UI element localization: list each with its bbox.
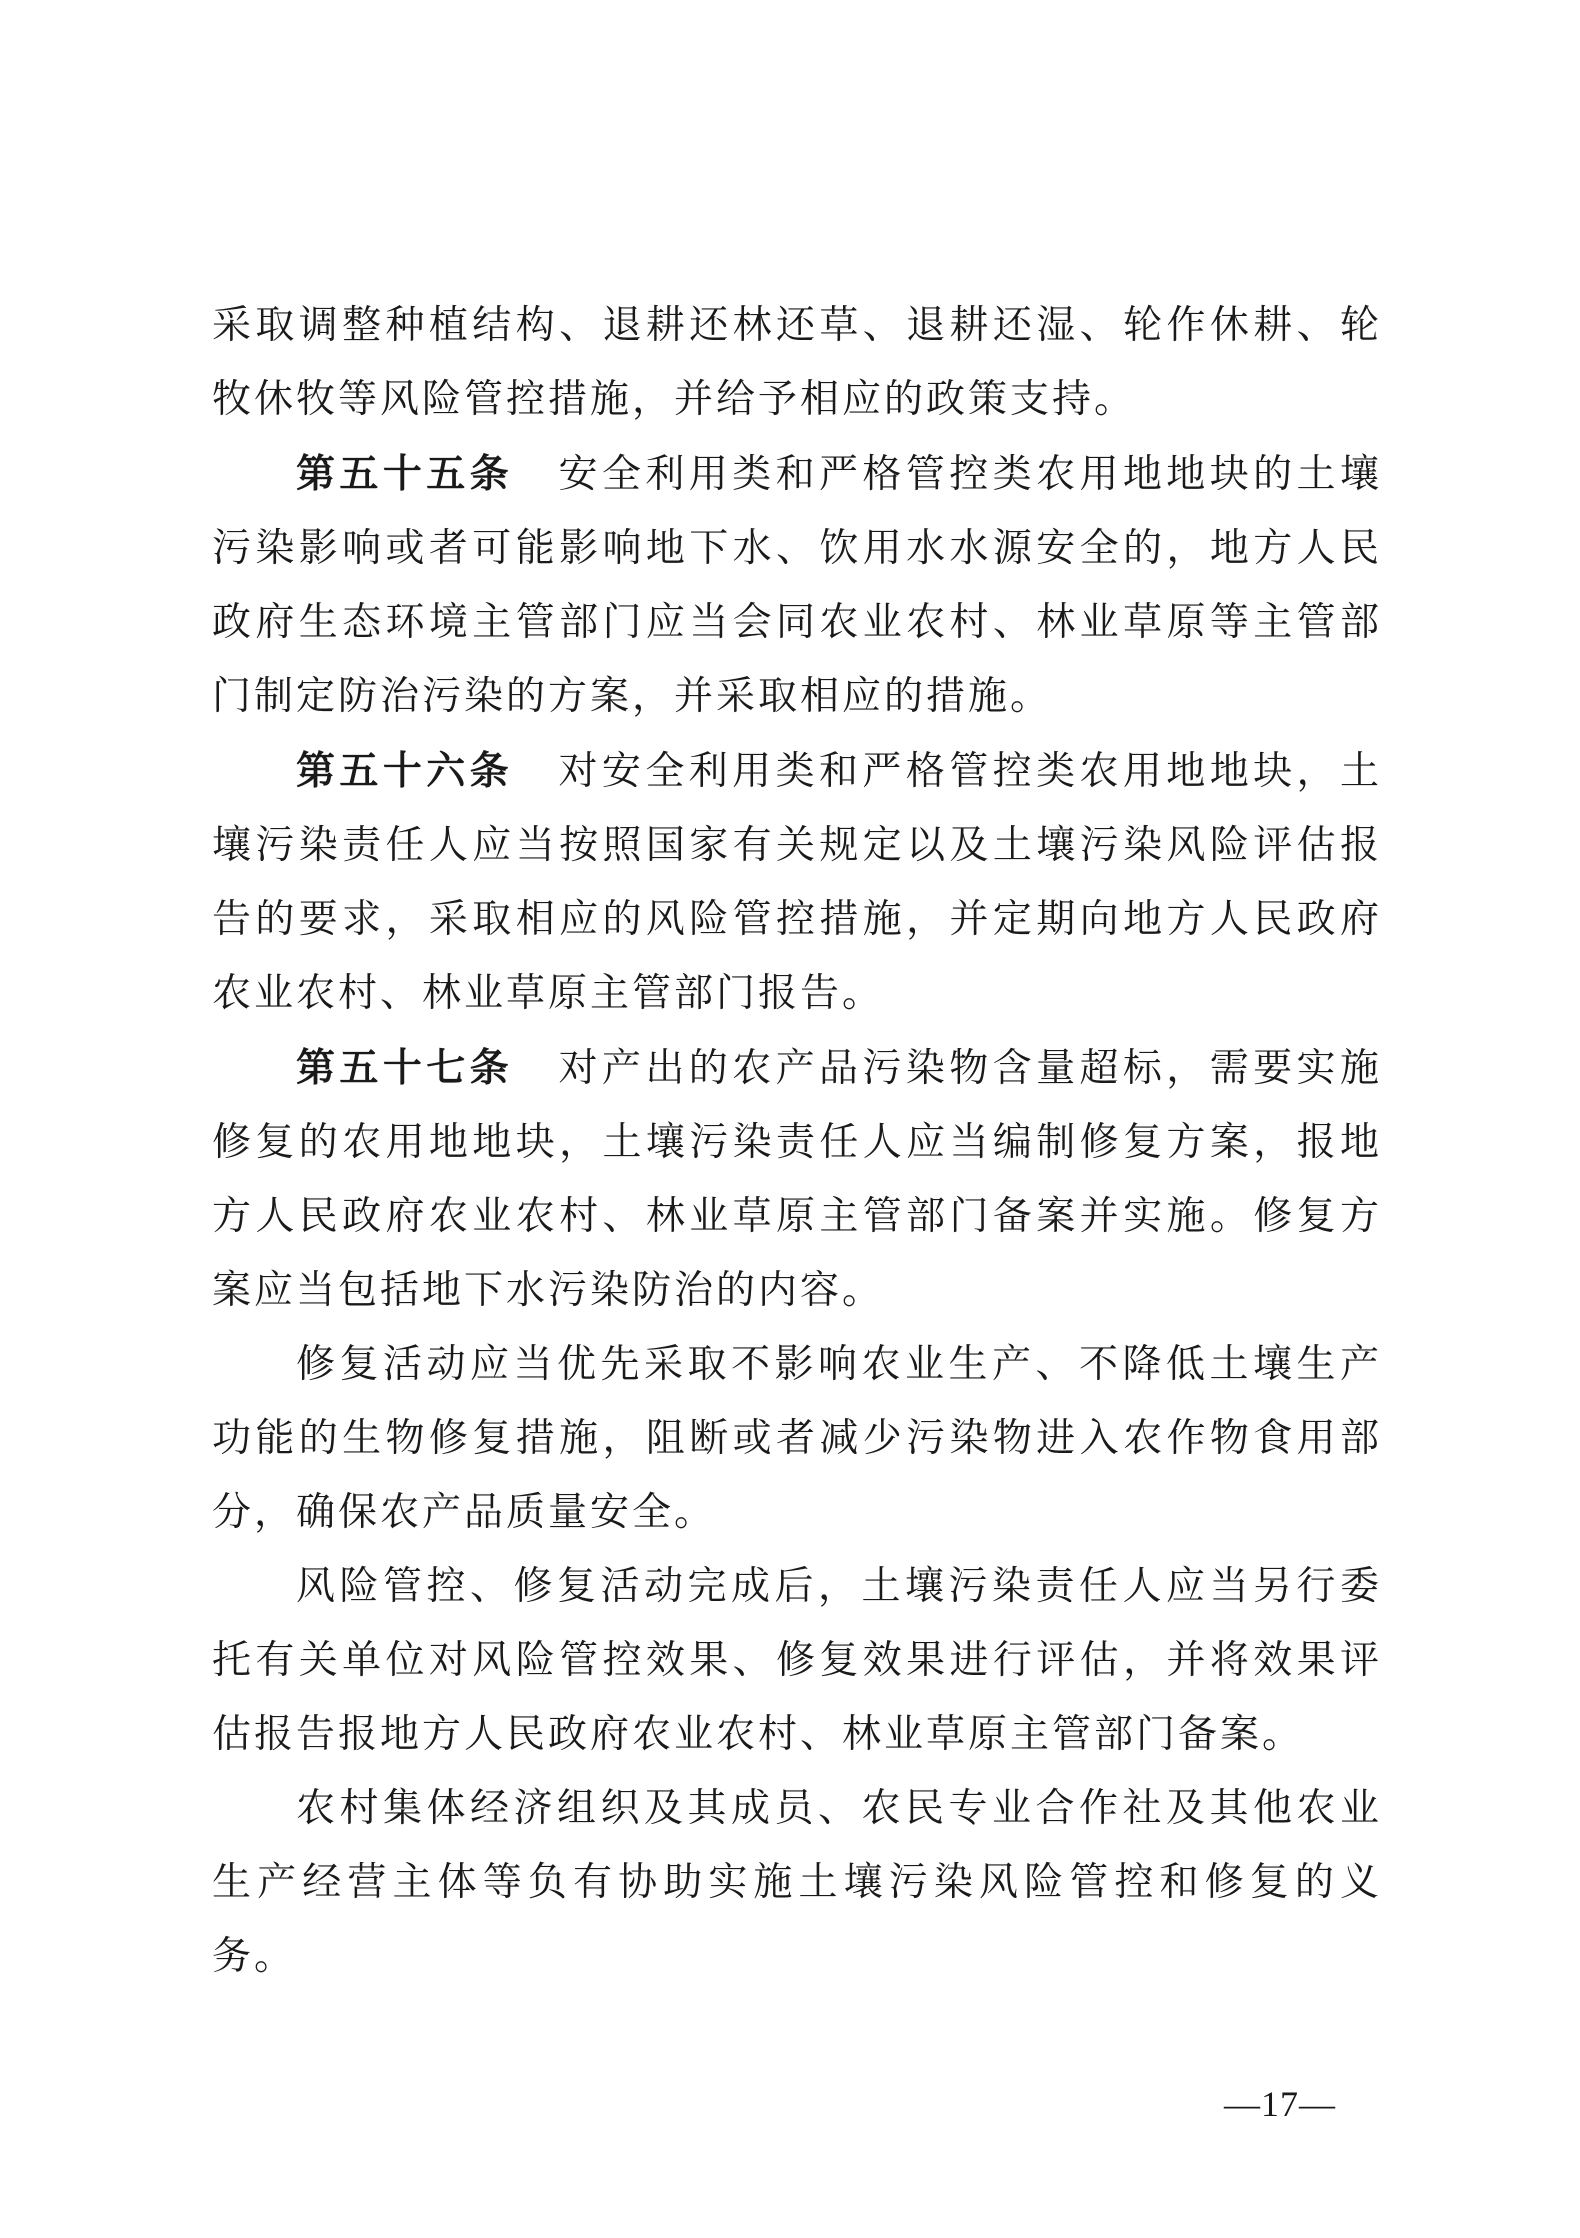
- document-body: [212, 289, 1382, 1994]
- page-number: —17—: [1224, 2084, 1336, 2124]
- article-57: [212, 1031, 1382, 1328]
- paragraph-text: 风险管控、修复活动完成后，土壤污染责任人应当另行委托有关单位对风险管控效果、修复效果进行评估，并将效果评估报告报地方人民政府农业农村、林业草原主管部门备案。: [212, 1564, 1382, 1757]
- paragraph-evaluation: [212, 1550, 1382, 1772]
- article-text: 对产出的农产品污染物含量超标，需要实施修复的农用地地块，土壤污染责任人应当编制修复方案，报地方人民政府农业农村、林业草原主管部门备案并实施。修复方案应当包括地下水污染防治的内容。: [212, 1046, 1382, 1313]
- paragraph-text: 修复活动应当优先采取不影响农业生产、不降低土壤生产功能的生物修复措施，阻断或者减少污染物进入农作物食用部分，确保农产品质量安全。: [212, 1342, 1382, 1535]
- article-heading: 第五十七条: [296, 1045, 514, 1091]
- paragraph-repair-priority: [212, 1328, 1382, 1550]
- article-55: [212, 437, 1382, 734]
- paragraph-continuation: [212, 289, 1382, 437]
- paragraph-collective-duty: [212, 1772, 1382, 1994]
- article-56: [212, 734, 1382, 1031]
- article-text: 对安全利用类和严格管控类农用地地块，土壤污染责任人应当按照国家有关规定以及土壤污染风险评估报告的要求，采取相应的风险管控措施，并定期向地方人民政府农业农村、林业草原主管部门报告。: [212, 749, 1382, 1016]
- article-heading: 第五十六条: [296, 748, 514, 794]
- paragraph-text: 农村集体经济组织及其成员、农民专业合作社及其他农业生产经营主体等负有协助实施土壤污染风险管控和修复的义务。: [212, 1786, 1382, 1979]
- article-heading: 第五十五条: [296, 451, 514, 497]
- paragraph-text: 采取调整种植结构、退耕还林还草、退耕还湿、轮作休耕、轮牧休牧等风险管控措施，并给予相应的政策支持。: [212, 303, 1382, 422]
- article-text: 安全利用类和严格管控类农用地地块的土壤污染影响或者可能影响地下水、饮用水水源安全的，地方人民政府生态环境主管部门应当会同农业农村、林业草原等主管部门制定防治污染的方案，并采取相应的措施。: [212, 452, 1382, 719]
